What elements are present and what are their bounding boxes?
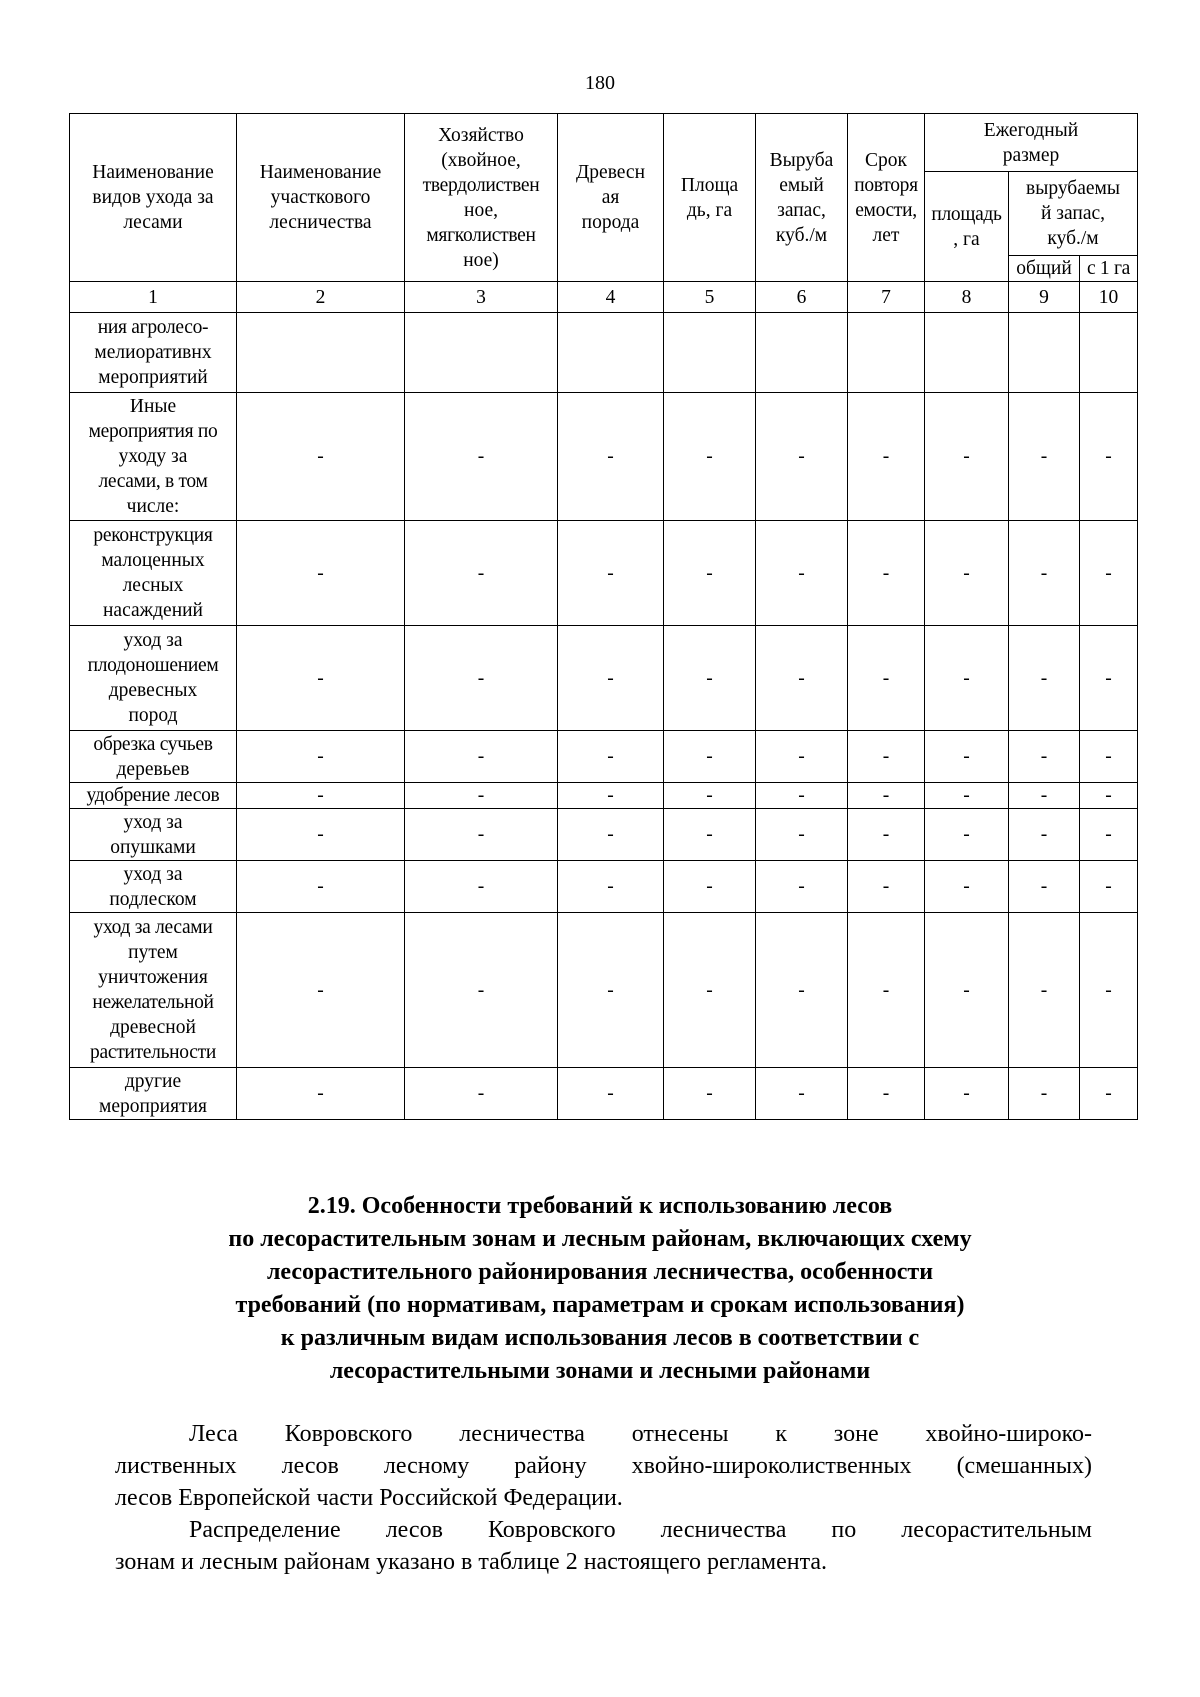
table-cell bbox=[1080, 313, 1138, 393]
table-cell: - bbox=[664, 521, 756, 626]
care-type-name-line: нежелательной bbox=[92, 992, 214, 1013]
table-cell: - bbox=[1080, 626, 1138, 731]
header-col6: Выруба емый запас, куб./м bbox=[756, 114, 848, 282]
care-type-name bbox=[70, 809, 237, 861]
care-type-name-line: уничтожения bbox=[98, 967, 208, 988]
table-cell: - bbox=[237, 521, 405, 626]
table-cell: - bbox=[848, 521, 925, 626]
section-title-line: лесорастительного районирования лесничества, особенности bbox=[266, 1259, 934, 1285]
care-type-name-line: удобрение лесов bbox=[86, 785, 220, 806]
table-cell: - bbox=[558, 809, 664, 861]
table-cell: - bbox=[925, 809, 1009, 861]
table-cell: - bbox=[848, 731, 925, 783]
care-type-name-line: путем bbox=[128, 942, 178, 963]
care-type-name bbox=[70, 1068, 237, 1120]
table-cell: - bbox=[848, 913, 925, 1068]
care-type-name bbox=[70, 783, 237, 809]
table-cell: - bbox=[1080, 913, 1138, 1068]
column-number: 6 bbox=[756, 282, 848, 313]
table-cell: - bbox=[664, 913, 756, 1068]
table-cell: - bbox=[848, 809, 925, 861]
table-cell: - bbox=[237, 1068, 405, 1120]
table-cell: - bbox=[848, 783, 925, 809]
header-col3: Хозяйство (хвойное, твердолиствен ное, мягколиствен ное) bbox=[405, 114, 558, 282]
care-type-name-line: деревьев bbox=[116, 758, 190, 780]
table-cell: - bbox=[664, 1068, 756, 1120]
table-row bbox=[70, 313, 1138, 393]
care-type-name bbox=[70, 861, 237, 913]
table-cell: - bbox=[237, 861, 405, 913]
paragraph-2 bbox=[115, 1514, 1092, 1578]
table-cell: - bbox=[1009, 393, 1080, 521]
table-cell: - bbox=[405, 731, 558, 783]
care-type-name bbox=[70, 521, 237, 626]
paragraph-line: лесов Европейской части Российской Федерации. bbox=[115, 1485, 623, 1511]
care-type-name-line: ния агролесо- bbox=[97, 317, 209, 338]
table-cell: - bbox=[1009, 913, 1080, 1068]
table-cell: - bbox=[237, 626, 405, 731]
care-type-name-line: реконструкция bbox=[93, 525, 213, 546]
care-type-name-line: Иные bbox=[129, 396, 177, 417]
table-cell: - bbox=[664, 626, 756, 731]
section-title-line: лесорастительными зонами и лесными районами bbox=[329, 1358, 871, 1384]
table-cell: - bbox=[405, 783, 558, 809]
page-number: 180 bbox=[585, 72, 615, 94]
table-row bbox=[70, 861, 1138, 913]
table-row bbox=[70, 809, 1138, 861]
table-cell: - bbox=[1080, 393, 1138, 521]
table-cell: - bbox=[558, 913, 664, 1068]
care-type-name-line: малоценных bbox=[101, 550, 205, 571]
table-cell: - bbox=[237, 809, 405, 861]
header-col5: Площа дь, га bbox=[664, 114, 756, 282]
section-title-line: к различным видам использования лесов в соответствии с bbox=[280, 1325, 920, 1351]
table-cell: - bbox=[1009, 521, 1080, 626]
table-cell: - bbox=[925, 393, 1009, 521]
table-cell: - bbox=[756, 783, 848, 809]
table-cell: - bbox=[925, 521, 1009, 626]
table-cell: - bbox=[756, 861, 848, 913]
care-type-name bbox=[70, 626, 237, 731]
care-type-name-line: подлеском bbox=[109, 888, 197, 910]
table-cell: - bbox=[1009, 1068, 1080, 1120]
care-type-name bbox=[70, 731, 237, 783]
table-cell: - bbox=[848, 393, 925, 521]
table-cell: - bbox=[1009, 626, 1080, 731]
table-cell: - bbox=[756, 1068, 848, 1120]
table-cell: - bbox=[664, 783, 756, 809]
table-cell bbox=[848, 313, 925, 393]
table-cell: - bbox=[558, 861, 664, 913]
care-type-name-line: числе: bbox=[126, 496, 180, 517]
table-cell bbox=[925, 313, 1009, 393]
table-cell: - bbox=[558, 783, 664, 809]
care-type-name bbox=[70, 393, 237, 521]
table-cell: - bbox=[405, 809, 558, 861]
table-row bbox=[70, 626, 1138, 731]
table-cell: - bbox=[756, 913, 848, 1068]
table-cell bbox=[405, 313, 558, 393]
care-type-name-line: лесных bbox=[122, 575, 184, 596]
care-type-name-line: древесной bbox=[110, 1017, 196, 1038]
care-type-name-line: опушками bbox=[110, 836, 196, 858]
table-cell: - bbox=[558, 1068, 664, 1120]
header-col2: Наименование участкового лесничества bbox=[237, 114, 405, 282]
table-cell: - bbox=[405, 1068, 558, 1120]
table-body bbox=[70, 313, 1138, 1120]
care-type-name bbox=[70, 313, 237, 393]
table-cell: - bbox=[1009, 861, 1080, 913]
care-type-name-line: лесами, в том bbox=[98, 471, 208, 492]
column-numbers-row bbox=[70, 282, 1138, 313]
table-cell bbox=[664, 313, 756, 393]
care-type-name-line: мелиоративнх bbox=[94, 342, 212, 363]
table-cell: - bbox=[558, 393, 664, 521]
header-col10: с 1 га bbox=[1080, 256, 1138, 282]
table-cell: - bbox=[848, 1068, 925, 1120]
paragraph-line: лиственных лесов лесному району хвойно-широколиственных (смешанных) bbox=[115, 1453, 1092, 1479]
column-number: 8 bbox=[925, 282, 1009, 313]
table-cell: - bbox=[848, 861, 925, 913]
paragraph-1 bbox=[115, 1418, 1092, 1514]
care-type-name-line: уход за bbox=[123, 630, 183, 651]
table-cell: - bbox=[756, 731, 848, 783]
table-cell: - bbox=[925, 913, 1009, 1068]
table-cell: - bbox=[405, 913, 558, 1068]
table-cell: - bbox=[237, 393, 405, 521]
table-cell bbox=[558, 313, 664, 393]
table-cell bbox=[237, 313, 405, 393]
care-type-name bbox=[70, 913, 237, 1068]
column-number: 9 bbox=[1009, 282, 1080, 313]
care-type-name-line: мероприятий bbox=[98, 367, 208, 388]
header-col7: Срок повторя емости, лет bbox=[848, 114, 925, 282]
care-type-name-line: уход за bbox=[123, 863, 183, 885]
care-type-name-line: мероприятия по bbox=[88, 421, 218, 442]
table-cell: - bbox=[664, 393, 756, 521]
column-number: 4 bbox=[558, 282, 664, 313]
table-cell: - bbox=[558, 731, 664, 783]
care-type-name-line: уход за bbox=[123, 811, 183, 833]
table-cell: - bbox=[756, 521, 848, 626]
table-row bbox=[70, 393, 1138, 521]
forest-care-table bbox=[69, 113, 1138, 1120]
table-cell: - bbox=[756, 626, 848, 731]
care-type-name-line: плодоношением bbox=[87, 655, 219, 676]
care-type-name-line: уход за лесами bbox=[93, 917, 213, 938]
table-cell: - bbox=[848, 626, 925, 731]
table-cell: - bbox=[1080, 809, 1138, 861]
table-cell: - bbox=[558, 521, 664, 626]
section-title-line: по лесорастительным зонам и лесным районам, включающих схему bbox=[228, 1226, 972, 1252]
table-cell: - bbox=[1009, 731, 1080, 783]
table-row bbox=[70, 913, 1138, 1068]
care-type-name-line: пород bbox=[128, 705, 178, 726]
table-cell: - bbox=[925, 1068, 1009, 1120]
table-cell: - bbox=[925, 731, 1009, 783]
table-cell: - bbox=[1009, 783, 1080, 809]
column-number: 3 bbox=[405, 282, 558, 313]
table-cell: - bbox=[1080, 521, 1138, 626]
table-row bbox=[70, 783, 1138, 809]
care-type-name-line: другие bbox=[124, 1070, 182, 1092]
paragraph-line: Распределение лесов Ковровского лесничества по лесорастительным bbox=[189, 1517, 1092, 1543]
care-type-name-line: уходу за bbox=[118, 446, 188, 467]
table-cell: - bbox=[237, 913, 405, 1068]
header-col8: площадь , га bbox=[925, 172, 1009, 282]
paragraph-line: зонам и лесным районам указано в таблице 2 настоящего регламента. bbox=[115, 1549, 828, 1575]
column-number: 2 bbox=[237, 282, 405, 313]
table-cell: - bbox=[237, 731, 405, 783]
care-type-name-line: обрезка сучьев bbox=[93, 733, 213, 755]
table-row bbox=[70, 1068, 1138, 1120]
table-cell: - bbox=[405, 521, 558, 626]
care-type-name-line: древесных bbox=[108, 680, 198, 701]
header-group-annual: Ежегодный размер bbox=[925, 114, 1138, 172]
care-type-name-line: растительности bbox=[90, 1042, 216, 1063]
header-col9: общий bbox=[1009, 256, 1080, 282]
header-col1: Наименование видов ухода за лесами bbox=[70, 114, 237, 282]
table-cell: - bbox=[664, 861, 756, 913]
care-type-name-line: насаждений bbox=[103, 600, 203, 621]
table-cell: - bbox=[405, 861, 558, 913]
table-cell: - bbox=[405, 393, 558, 521]
table-cell: - bbox=[1080, 1068, 1138, 1120]
table-row bbox=[70, 731, 1138, 783]
table-cell bbox=[756, 313, 848, 393]
header-col4: Древесн ая порода bbox=[558, 114, 664, 282]
table-cell: - bbox=[1080, 861, 1138, 913]
table-cell: - bbox=[925, 783, 1009, 809]
column-number: 5 bbox=[664, 282, 756, 313]
table-cell: - bbox=[405, 626, 558, 731]
column-number: 1 bbox=[70, 282, 237, 313]
section-title bbox=[0, 1190, 1200, 1388]
section-title-line: 2.19. Особенности требований к использованию лесов bbox=[307, 1193, 893, 1219]
table-cell: - bbox=[664, 809, 756, 861]
care-type-name-line: мероприятия bbox=[98, 1095, 207, 1117]
table-cell: - bbox=[1080, 783, 1138, 809]
table-cell: - bbox=[925, 861, 1009, 913]
table-cell: - bbox=[756, 393, 848, 521]
table-cell: - bbox=[925, 626, 1009, 731]
table-cell bbox=[1009, 313, 1080, 393]
table-cell: - bbox=[756, 809, 848, 861]
table-cell: - bbox=[664, 731, 756, 783]
column-number: 10 bbox=[1080, 282, 1138, 313]
header-group-volume: вырубаемы й запас, куб./м bbox=[1009, 172, 1138, 256]
table-cell: - bbox=[1009, 809, 1080, 861]
column-number: 7 bbox=[848, 282, 925, 313]
table-cell: - bbox=[558, 626, 664, 731]
paragraph-line: Леса Ковровского лесничества отнесены к зоне хвойно-широко- bbox=[189, 1421, 1092, 1447]
table-cell: - bbox=[1080, 731, 1138, 783]
table-cell: - bbox=[237, 783, 405, 809]
section-title-line: требований (по нормативам, параметрам и срокам использования) bbox=[235, 1292, 965, 1318]
table-row bbox=[70, 521, 1138, 626]
